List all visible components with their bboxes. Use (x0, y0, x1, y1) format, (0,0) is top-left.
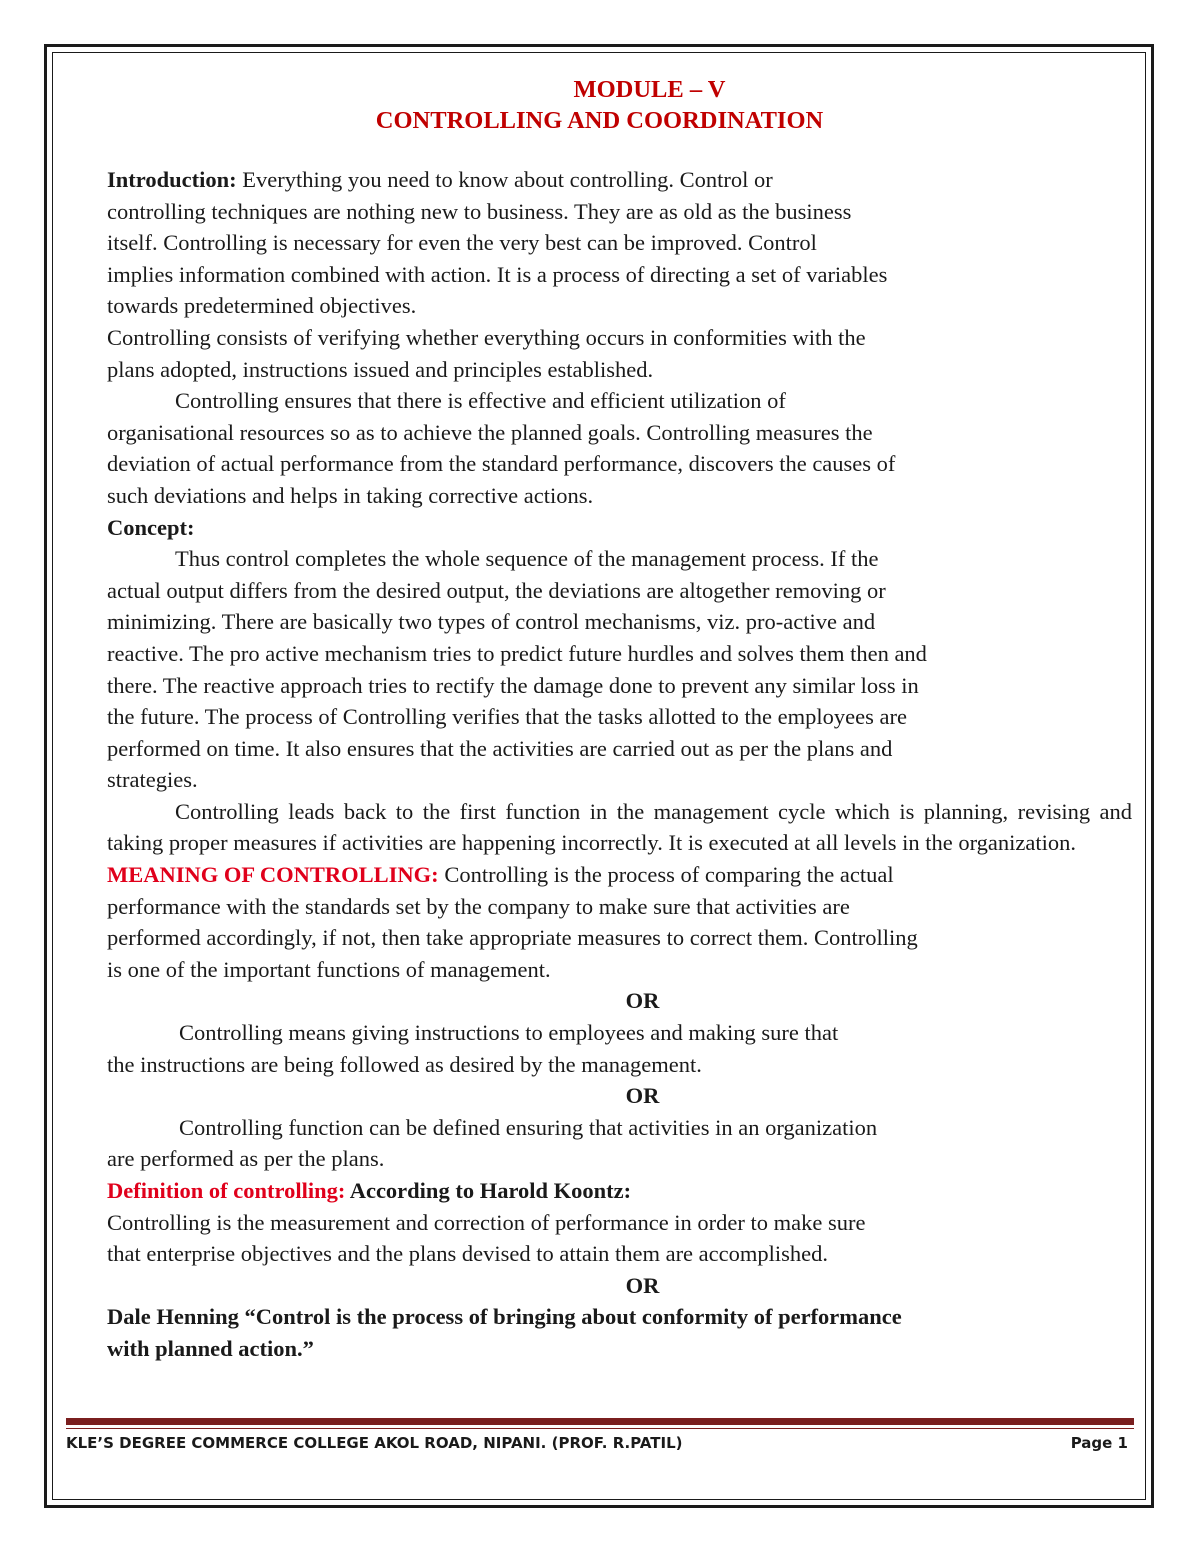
document-page (107, 70, 1132, 1365)
module-heading: MODULE – V (573, 76, 726, 103)
footer-page-number: Page 1 (1070, 1434, 1128, 1452)
meaning-line: MEANING OF CONTROLLING: Controlling is the process of comparing the actual (107, 862, 894, 888)
footer-rule-thin (66, 1428, 1134, 1429)
intro-line: implies information combined with action. It is a process of directing a set of variables (107, 261, 888, 287)
meaning-alt-line: Controlling function can be defined ensuring that activities in an organization (179, 1114, 878, 1140)
concept-line: reactive. The pro active mechanism tries to predict future hurdles and solves them then and (107, 640, 927, 666)
intro-line: deviation of actual performance from the standard performance, discovers the causes of (107, 451, 896, 477)
definition-heading (107, 1175, 1132, 1207)
intro-line: organisational resources so as to achieve the planned goals. Controlling measures the (107, 419, 873, 445)
definition-line: that enterprise objectives and the plans devised to attain them are accomplished. (107, 1241, 828, 1267)
footer-college: KLE’S DEGREE COMMERCE COLLEGE AKOL ROAD, NIPANI. (PROF. R.PATIL) (66, 1434, 683, 1452)
definition-author: According to Harold Koontz: (345, 1178, 632, 1203)
concept-line: performed on time. It also ensures that the activities are carried out as per the plans and (107, 735, 893, 761)
intro-line: controlling techniques are nothing new to business. They are as old as the business (107, 198, 852, 224)
meaning-alt-line: the instructions are being followed as desired by the management. (107, 1051, 702, 1077)
module-title: CONTROLLING AND COORDINATION (375, 107, 824, 134)
intro-line: plans adopted, instructions issued and principles established. (107, 356, 654, 382)
concept-line: there. The reactive approach tries to rectify the damage done to prevent any similar loss in (107, 672, 919, 698)
document-body (107, 164, 1132, 1365)
concept-line: minimizing. There are basically two types of control mechanisms, viz. pro-active and (107, 609, 876, 635)
meaning-label: MEANING OF CONTROLLING: (107, 862, 439, 888)
footer-rule (66, 1418, 1134, 1425)
definition-label: Definition of controlling: (107, 1178, 346, 1203)
concept-line: actual output differs from the desired output, the deviations are altogether removing or (107, 577, 886, 603)
or-separator: OR (625, 1272, 660, 1298)
intro-line: Controlling ensures that there is effective and efficient utilization of (175, 388, 786, 414)
meaning-alt-line: Controlling means giving instructions to employees and making sure that (179, 1020, 839, 1046)
meaning-line: performed accordingly, if not, then take appropriate measures to correct them. Controlling (107, 925, 918, 951)
dale-henning-quote: Dale Henning “Control is the process of bringing about conformity of performance (107, 1304, 902, 1330)
concept-line: Thus control completes the whole sequence of the management process. If the (175, 546, 879, 572)
concept-paragraph-2: Controlling leads back to the first function in the management cycle which is planning, revising and taking proper measures if activities are happening incorrectly. It is executed at all levels in the organization. (107, 798, 1132, 856)
intro-line: Controlling consists of verifying whether everything occurs in conformities with the (107, 324, 866, 350)
concept-label: Concept: (107, 514, 195, 540)
or-separator: OR (625, 1083, 660, 1109)
concept-line: strategies. (107, 767, 198, 793)
intro-line: Introduction: Everything you need to know about controlling. Control or (107, 167, 773, 192)
intro-line: towards predetermined objectives. (107, 293, 417, 319)
intro-label: Introduction: (107, 167, 237, 192)
dale-henning-name: Dale Henning (107, 1304, 239, 1330)
definition-line: Controlling is the measurement and correction of performance in order to make sure (107, 1209, 866, 1235)
intro-line: such deviations and helps in taking corrective actions. (107, 482, 594, 508)
concept-line: the future. The process of Controlling verifies that the tasks allotted to the employees are (107, 704, 907, 730)
dale-henning-quote-end: with planned action.” (107, 1335, 314, 1361)
page-footer (66, 1434, 1128, 1452)
meaning-alt-line: are performed as per the plans. (107, 1146, 385, 1172)
or-separator: OR (625, 988, 660, 1014)
meaning-line: is one of the important functions of management. (107, 956, 551, 982)
meaning-line: performance with the standards set by the company to make sure that activities are (107, 893, 850, 919)
intro-line: itself. Controlling is necessary for even the very best can be improved. Control (107, 230, 817, 256)
